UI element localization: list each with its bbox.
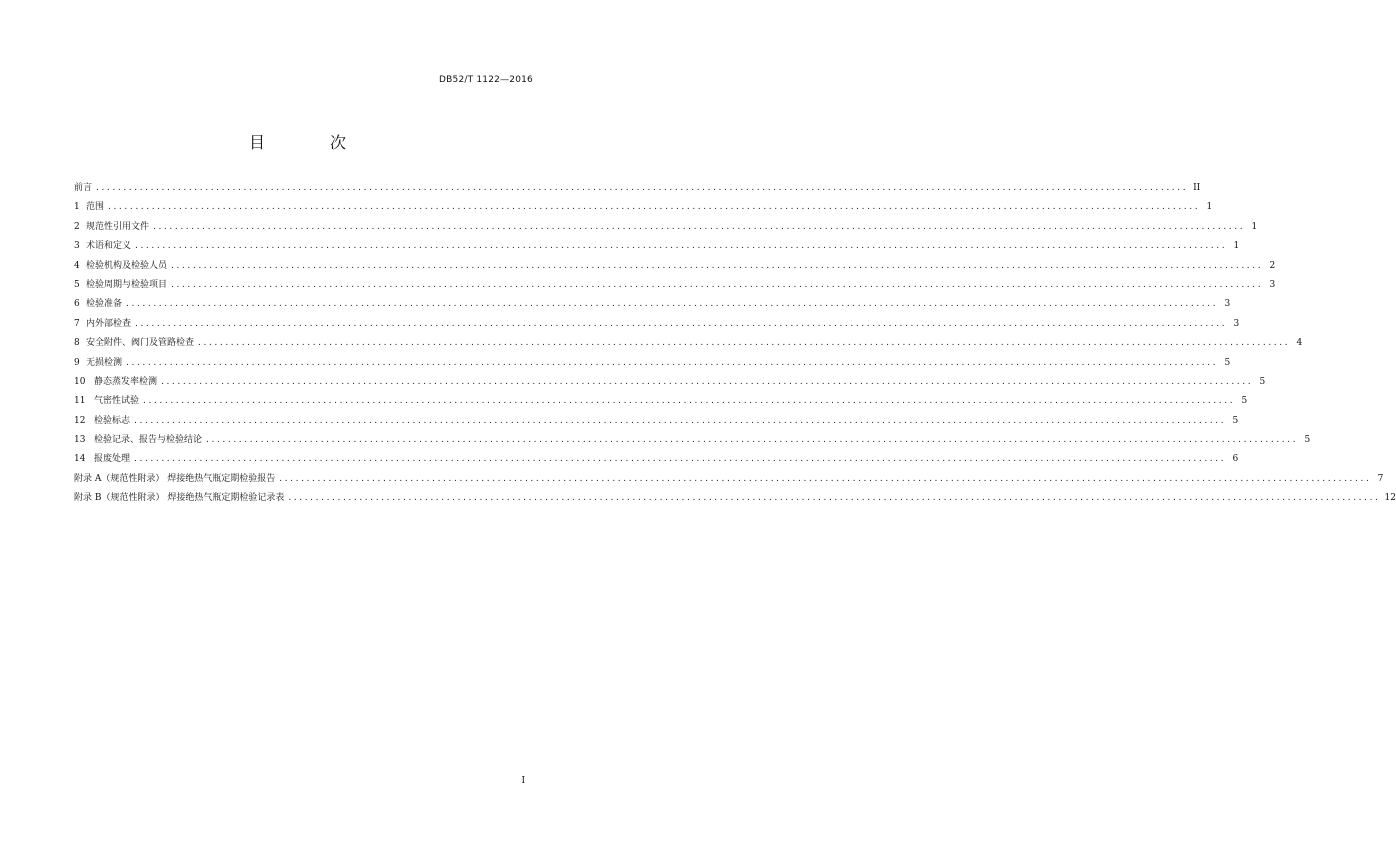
toc-entry-title: 范围: [86, 202, 105, 213]
toc-entry-title: 附录 B（规范性附录） 焊接绝热气瓶定期检验记录表: [74, 493, 285, 504]
toc-entry-title: 检验周期与检验项目: [86, 279, 168, 290]
table-of-contents: [74, 179, 1396, 509]
toc-entry[interactable]: [74, 489, 1396, 508]
toc-entry-number: 11: [74, 396, 86, 407]
toc-entry-number: 2: [74, 221, 80, 232]
toc-entry-page: 3: [1269, 279, 1276, 290]
toc-entry-page: 5: [1224, 357, 1231, 368]
toc-entry-page: 1: [1233, 241, 1240, 252]
toc-entry-page: 1: [1251, 221, 1258, 232]
toc-entry-number: 1: [74, 202, 80, 213]
toc-entry-title: 检验机构及检验人员: [86, 260, 168, 271]
toc-entry[interactable]: [74, 392, 1248, 411]
toc-entry-number: 4: [74, 260, 80, 271]
toc-dot-leader: ........................................................................................................................................................................................................: [135, 318, 1228, 329]
toc-entry[interactable]: [74, 315, 1240, 334]
toc-entry-page: 5: [1232, 415, 1239, 426]
toc-entry[interactable]: [74, 470, 1384, 489]
toc-dot-leader: ........................................................................................................................................................................................................: [206, 435, 1299, 446]
toc-entry-label: [74, 276, 167, 295]
toc-entry-label: [74, 237, 131, 256]
toc-entry-number: 14: [74, 454, 86, 465]
toc-entry-page: 3: [1233, 318, 1240, 329]
toc-entry-title: 静态蒸发率检测: [94, 376, 158, 387]
toc-dot-leader: ........................................................................................................................................................................................................: [279, 473, 1372, 484]
toc-entry-title: 气密性试验: [94, 396, 140, 407]
toc-entry-page: 7: [1377, 473, 1384, 484]
toc-entry[interactable]: [74, 198, 1213, 217]
toc-entry-label: [74, 450, 130, 469]
toc-entry-page: 5: [1304, 435, 1311, 446]
toc-entry-label: [74, 295, 122, 314]
toc-entry-page: 6: [1232, 454, 1239, 465]
toc-dot-leader: ........................................................................................................................................................................................................: [126, 299, 1219, 310]
toc-entry-label: [74, 257, 167, 276]
toc-entry-number: 10: [74, 376, 86, 387]
toc-entry-label: [74, 392, 139, 411]
toc-entry-label: [74, 179, 92, 198]
toc-entry-page: 5: [1241, 396, 1248, 407]
toc-entry[interactable]: [74, 218, 1258, 237]
toc-entry-number: 12: [74, 415, 86, 426]
toc-entry-title: 附录 A（规范性附录） 焊接绝热气瓶定期检验报告: [74, 473, 276, 484]
toc-entry-title: 规范性引用文件: [86, 221, 150, 232]
toc-entry[interactable]: [74, 450, 1239, 469]
toc-entry[interactable]: [74, 276, 1276, 295]
toc-entry[interactable]: [74, 237, 1240, 256]
toc-entry-label: [74, 198, 104, 217]
toc-entry-page: 5: [1259, 376, 1266, 387]
toc-entry-label: [74, 431, 202, 450]
toc-entry-label: [74, 470, 275, 489]
toc-entry[interactable]: [74, 295, 1231, 314]
page-number: I: [521, 776, 525, 786]
toc-entry-title: 前言: [74, 183, 93, 193]
toc-entry-number: 5: [74, 279, 80, 290]
toc-entry-page: 12: [1384, 493, 1396, 504]
toc-entry-title: 无损检测: [86, 357, 123, 368]
toc-entry-title: 检验标志: [94, 415, 131, 426]
toc-entry[interactable]: [74, 354, 1231, 373]
toc-dot-leader: ........................................................................................................................................................................................................: [171, 279, 1264, 290]
toc-dot-leader: ........................................................................................................................................................................................................: [288, 493, 1381, 504]
toc-dot-leader: ........................................................................................................................................................................................................: [153, 221, 1246, 232]
standard-code: DB52/T 1122—2016: [439, 75, 533, 85]
toc-entry-number: 6: [74, 299, 80, 310]
toc-entry-label: [74, 354, 122, 373]
toc-dot-leader: ........................................................................................................................................................................................................: [135, 241, 1228, 252]
toc-dot-leader: ........................................................................................................................................................................................................: [143, 396, 1236, 407]
toc-dot-leader: ........................................................................................................................................................................................................: [134, 454, 1227, 465]
toc-entry-title: 内外部检查: [86, 318, 132, 329]
toc-entry-number: 3: [74, 241, 80, 252]
toc-entry[interactable]: [74, 257, 1276, 276]
toc-entry[interactable]: [74, 179, 1201, 198]
toc-entry-title: 报废处理: [94, 454, 131, 465]
toc-dot-leader: ........................................................................................................................................................................................................: [108, 202, 1201, 213]
toc-entry-page: 3: [1224, 299, 1231, 310]
toc-entry-page: II: [1193, 183, 1201, 193]
toc-entry-title: 检验记录、报告与检验结论: [94, 435, 203, 446]
page-title: 目 次: [248, 133, 377, 152]
toc-entry-number: 8: [74, 338, 80, 349]
toc-dot-leader: ........................................................................................................................................................................................................: [161, 376, 1254, 387]
toc-entry[interactable]: [74, 412, 1239, 431]
toc-entry-page: 2: [1269, 260, 1276, 271]
toc-entry-label: [74, 412, 130, 431]
toc-entry-label: [74, 334, 194, 353]
toc-dot-leader: ........................................................................................................................................................................................................: [126, 357, 1219, 368]
toc-entry-title: 检验准备: [86, 299, 123, 310]
toc-entry-title: 术语和定义: [86, 241, 132, 252]
toc-entry-number: 13: [74, 435, 86, 446]
toc-entry-page: 4: [1296, 338, 1303, 349]
toc-dot-leader: ........................................................................................................................................................................................................: [198, 338, 1291, 349]
toc-entry-label: [74, 315, 131, 334]
toc-dot-leader: ........................................................................................................................................................................................................: [96, 183, 1189, 193]
toc-entry-number: 9: [74, 357, 80, 368]
toc-entry-number: 7: [74, 318, 80, 329]
toc-entry-page: 1: [1206, 202, 1213, 213]
toc-dot-leader: ........................................................................................................................................................................................................: [171, 260, 1264, 271]
toc-entry[interactable]: [74, 431, 1311, 450]
toc-entry[interactable]: [74, 334, 1303, 353]
toc-entry-label: [74, 489, 284, 508]
toc-entry-label: [74, 218, 149, 237]
toc-entry-title: 安全附件、阀门及管路检查: [86, 338, 195, 349]
toc-entry-label: [74, 373, 157, 392]
toc-entry[interactable]: [74, 373, 1266, 392]
toc-dot-leader: ........................................................................................................................................................................................................: [134, 415, 1227, 426]
